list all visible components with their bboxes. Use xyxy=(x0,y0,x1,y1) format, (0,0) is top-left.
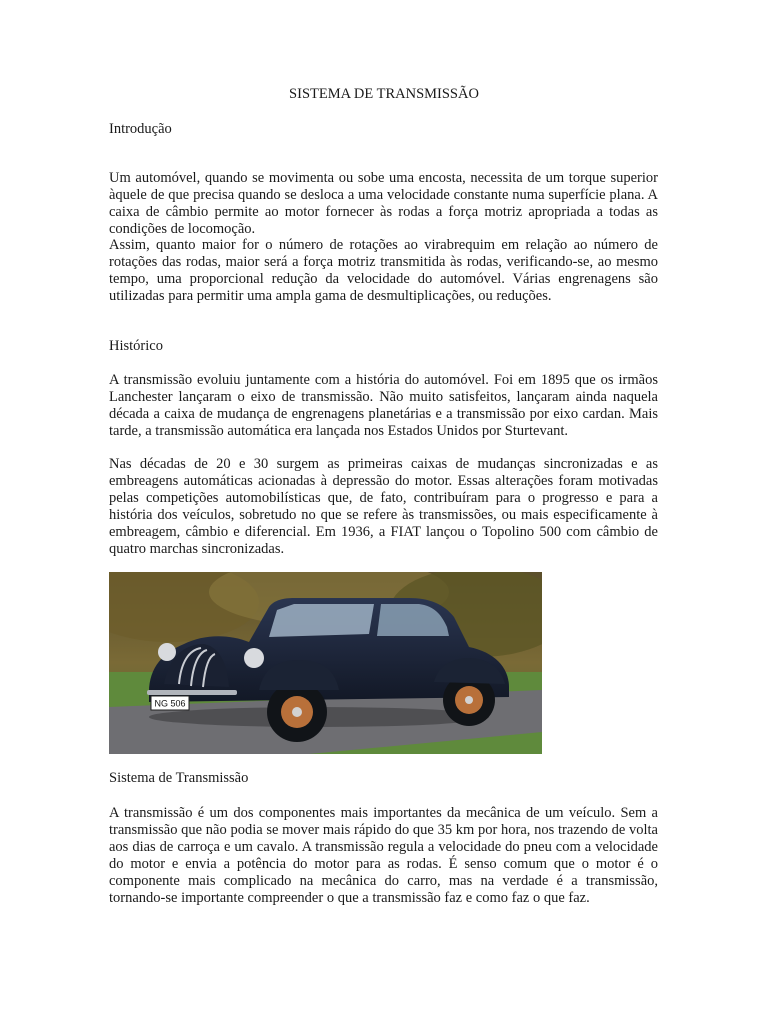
paragraph-historico-2: Nas décadas de 20 e 30 surgem as primeiras caixas de mudanças sincronizadas e as embreagens automáticas acionadas à depressão do motor. Essas alterações foram motivadas pelas competições automobilísticas que, de fato, contribuíram para o progresso e para a história dos veículos, sobretudo no que se refere às transmissões, ou mais especificamente à embreagem, câmbio e diferencial. Em 1936, a FIAT lançou o Topolino 500 com câmbio de quatro marchas sincronizadas. xyxy=(109,456,658,557)
paragraph-sistema-1: A transmissão é um dos componentes mais importantes da mecânica de um veículo. Sem a transmissão que não podia se mover mais rápido do que 35 km por hora, nos trazendo de volta aos dias de carroça e um cavalo. A transmissão regula a velocidade do pneu com a velocidade do motor e envia a potência do motor para as rodas. É senso comum que o motor é o componente mais complicado na mecânica do carro, mas na verdade é a transmissão, tornando-se importante compreender o que a transmissão faz e como faz o que faz. xyxy=(109,805,658,906)
section-heading-introducao: Introdução xyxy=(109,121,172,137)
paragraph-introducao-2: Assim, quanto maior for o número de rotações ao virabrequim em relação ao número de rotações das rodas, maior será a força motriz transmitida às rodas, verificando-se, ao mesmo tempo, uma proporcional redução da velocidade do automóvel. Várias engrenagens são utilizadas para permitir uma ampla gama de desmultiplicações, ou reduções. xyxy=(109,237,658,304)
headlight-left xyxy=(158,643,176,661)
headlight-right xyxy=(244,648,264,668)
paragraph-historico-1: A transmissão evoluiu juntamente com a história do automóvel. Foi em 1895 que os irmãos Lanchester lançaram o eixo de transmissão. Não muito satisfeitos, lançaram ainda naquela década a caixa de mudança de engrenagens planetárias e a transmissão por eixo cardan. Mais tarde, a transmissão automática era lançada nos Estados Unidos por Sturtevant. xyxy=(109,372,658,439)
section-heading-historico: Histórico xyxy=(109,338,163,354)
topolino-car-illustration xyxy=(109,572,542,754)
document-title: SISTEMA DE TRANSMISSÃO xyxy=(289,86,479,102)
section-heading-sistema-de-transmissao: Sistema de Transmissão xyxy=(109,770,249,786)
car-windows xyxy=(269,604,374,637)
front-bumper xyxy=(147,690,237,695)
paragraph-introducao-1: Um automóvel, quando se movimenta ou sobe uma encosta, necessita de um torque superior àquele de que precisa quando se desloca a uma velocidade constante numa superfície plana. A caixa de câmbio permite ao motor fornecer às rodas a força motriz apropriada a todas as condições de locomoção. xyxy=(109,170,658,237)
license-plate-text: NG 506 xyxy=(154,698,186,709)
car-photo xyxy=(109,572,542,754)
